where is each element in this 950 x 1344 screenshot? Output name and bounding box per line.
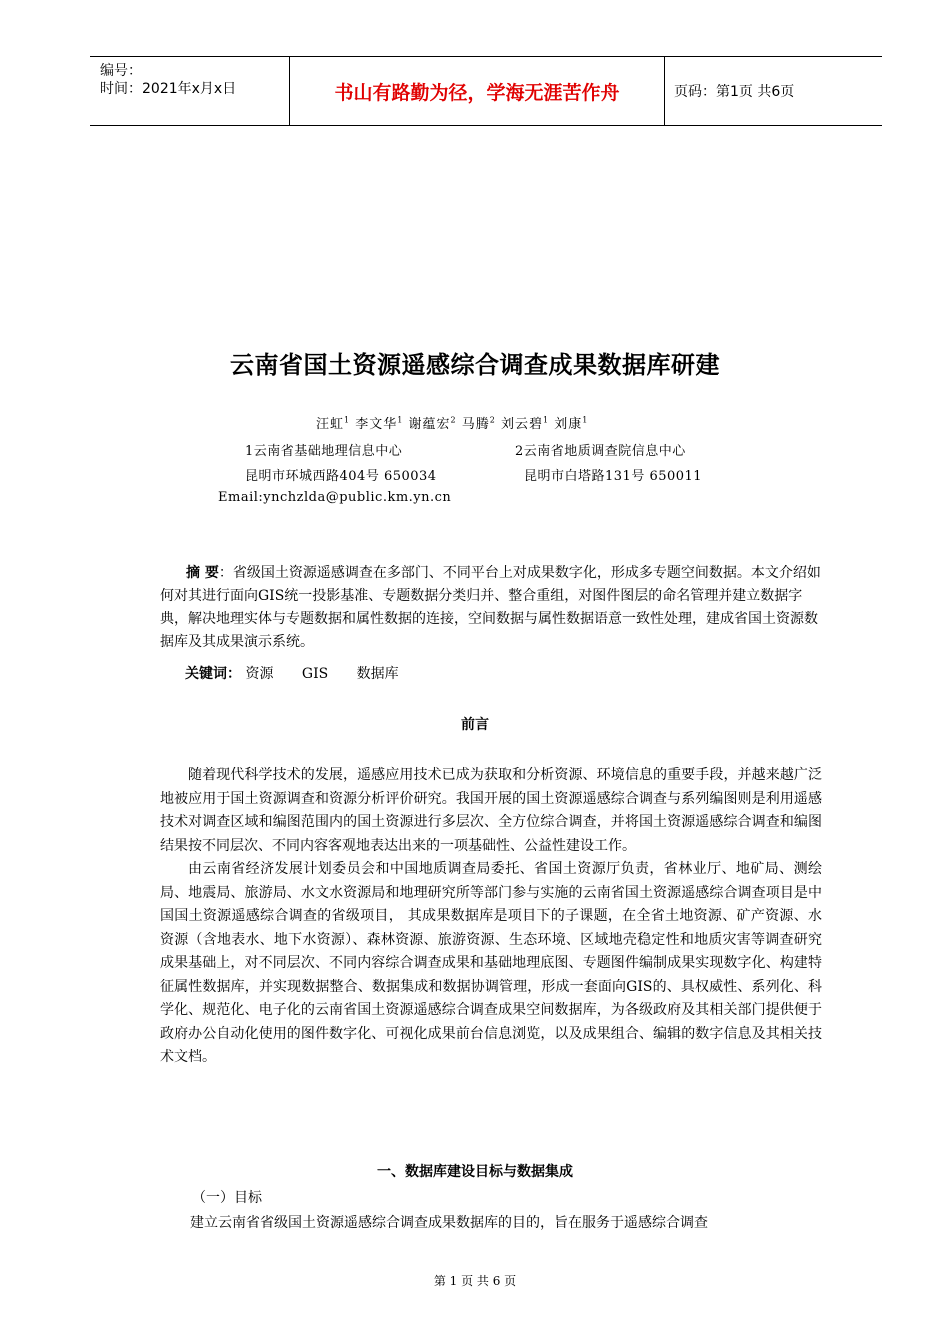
body-text (160, 764, 822, 1070)
abstract (160, 562, 822, 654)
author-list (316, 413, 588, 432)
affiliation-1-address: 昆明市环城西路404号 650034 (245, 469, 437, 484)
author: 马腾$^2$ (461, 415, 496, 432)
document-title: 云南省国土资源遥感综合调查成果数据库研建 (230, 351, 720, 379)
header-meta (90, 57, 290, 125)
paragraph: 建立云南省省级国土资源遥感综合调查成果数据库的目的，旨在服务于遥感综合调查 (190, 1215, 708, 1231)
author: 刘云碧$^1$ (501, 415, 550, 432)
paragraph: 由云南省经济发展计划委员会和中国地质调查局委托、省国土资源厅负责，省林业厅、地矿局、测绘局、地震局、旅游局、水文水资源局和地理研究所等部门参与实施的云南省国土资源遥感综合调查项目是中国国土资源遥感综合调查的省级项目， 其成果数据库是项目下的子课题，在全省土地资源、矿产资源、水资源（含地表水、地下水资源）、森林资源、旅游资源、生态环境、区域地壳稳定性和地质灾害等调查研究成果基础上，对不同层次、不同内容综合调查成果和基础地理底图、专题图件编制成果实现数字化、构建特征属性数据库，并实现数据整合、数据集成和数据协调管理，形成一套面向GIS的、具权威性、系列化、科学化、规范化、电子化的云南省国土资源遥感综合调查成果空间数据库，为各级政府及其相关部门提供便于政府办公自动化使用的图件数字化、可视化成果前台信息浏览，以及成果组合、编辑的数字信息及其相关技术文档。 (160, 861, 822, 1065)
keywords (185, 663, 423, 683)
affiliation-1-name: 1云南省基础地理信息中心 (245, 444, 403, 459)
subsection-heading: （一）目标 (192, 1190, 262, 1206)
paragraph: 随着现代科学技术的发展，遥感应用技术已成为获取和分析资源、环境信息的重要手段，并越来越广泛地被应用于国土资源调查和资源分析评价研究。我国开展的国土资源遥感综合调查与系列编图则是利用遥感技术对调查区域和编图范围内的国土资源进行多层次、全方位综合调查，并将国土资源遥感综合调查和编图结果按不同层次、不同内容客观地表达出来的一项基础性、公益性建设工作。 (160, 767, 822, 854)
preface-heading: 前言 (461, 717, 489, 733)
keyword: 数据库 (356, 666, 399, 682)
keyword: GIS (301, 666, 329, 682)
keywords-label: 关键词： (185, 666, 241, 682)
header-page-info: 页码：第1页 共6页 (674, 84, 795, 100)
author: 谢蕴宏$^2$ (408, 415, 457, 432)
number-label: 编号： (100, 63, 142, 79)
section-heading: 一、数据库建设目标与数据集成 (377, 1164, 573, 1180)
author: 刘康$^1$ (554, 415, 589, 432)
author: 李文华$^1$ (355, 415, 404, 432)
affiliation-2-address: 昆明市白塔路131号 650011 (524, 469, 703, 484)
page-footer: 第 1 页 共 6 页 (433, 1274, 517, 1288)
header-motto: 书山有路勤为径，学海无涯苦作舟 (290, 57, 665, 125)
affiliation-2-name: 2云南省地质调查院信息中心 (515, 444, 686, 459)
abstract-text: ：省级国土资源遥感调查在多部门、不同平台上对成果数字化，形成多专题空间数据。本文介绍如何对其进行面向GIS统一投影基准、专题数据分类归并、整合重组，对图件图层的命名管理并建立数据字典，解决地理实体与专题数据和属性数据的连接，空间数据与属性数据语意一致性处理，建成省国土资源数据库及其成果演示系统。 (160, 565, 821, 650)
author: 汪虹$^1$ (316, 415, 351, 432)
time-label: 时间：2021年x月x日 (100, 81, 237, 97)
page-header (90, 56, 882, 126)
abstract-label: 摘 要 (186, 565, 219, 581)
author-email: Email:ynchzlda@public.km.yn.cn (218, 490, 452, 505)
keyword: 资源 (245, 666, 274, 682)
